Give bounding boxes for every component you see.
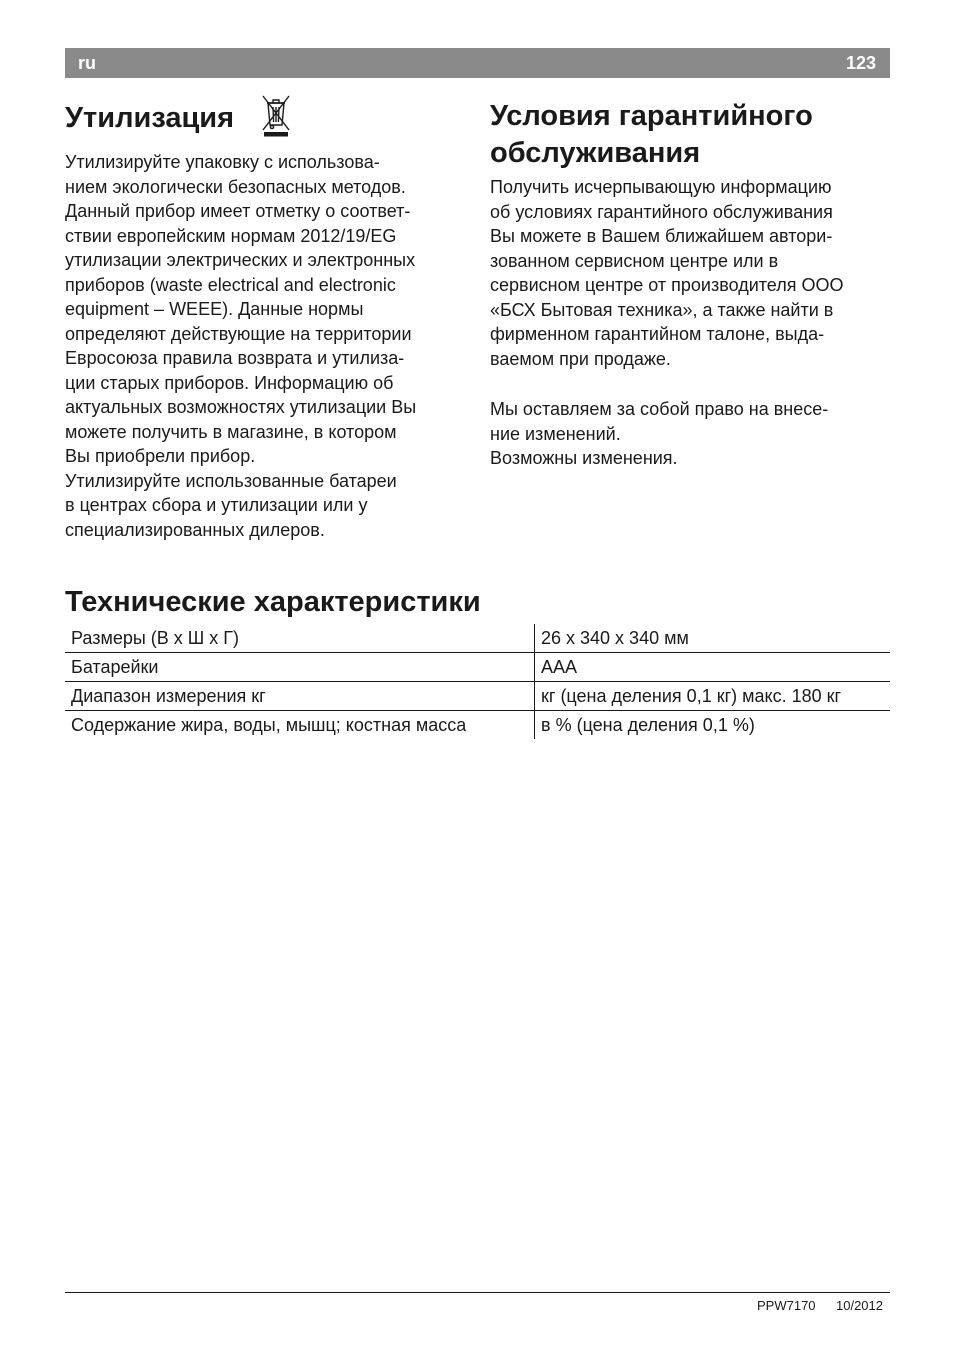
text-line: Мы оставляем за собой право на внесе- xyxy=(490,399,829,419)
disposal-paragraph xyxy=(65,150,465,542)
footer-date: 10/2012 xyxy=(836,1298,883,1313)
footer-divider xyxy=(65,1292,890,1293)
text-line: Евросоюза правила возврата и утилиза- xyxy=(65,348,405,368)
text-line: ние изменений. xyxy=(490,423,621,444)
spec-label: Диапазон измерения кг xyxy=(65,682,535,711)
text-line: фирменном гарантийном талоне, выда- xyxy=(490,324,825,344)
weee-crossed-bin-icon xyxy=(260,93,292,137)
text-line: Данный прибор имеет отметку о соответ- xyxy=(65,201,411,221)
text-line: можете получить в магазине, в котором xyxy=(65,421,397,442)
text-line: в центрах сбора и утилизации или у xyxy=(65,495,368,515)
warranty-title-line: обслуживания xyxy=(490,137,701,169)
page-header-bar xyxy=(65,48,890,78)
spec-label: Содержание жира, воды, мышц; костная масса xyxy=(71,714,467,735)
spec-label: Батарейки xyxy=(65,653,535,682)
text-line: ции старых приборов. Информацию об xyxy=(65,372,394,393)
text-line: актуальных возможностях утилизации Вы xyxy=(65,397,417,417)
text-line: нием экологически безопасных методов. xyxy=(65,176,406,197)
text-line: ствии европейским нормам 2012/19/EG xyxy=(65,225,397,246)
warranty-title-line: Условия гарантийного xyxy=(490,100,813,132)
text-line: Утилизируйте использованные батареи xyxy=(65,470,397,491)
text-line: ваемом при продаже. xyxy=(490,348,671,369)
disposal-title: Утилизация xyxy=(65,102,235,134)
text-line: Вы можете в Вашем ближайшем автори- xyxy=(490,226,833,246)
warranty-paragraph xyxy=(490,175,890,371)
text-line: специализированных дилеров. xyxy=(65,519,325,540)
spec-label: Размеры (В x Ш x Г) xyxy=(65,624,535,653)
table-row xyxy=(65,624,890,653)
text-line: Получить исчерпывающую информацию xyxy=(490,177,832,197)
specs-table xyxy=(65,624,890,739)
text-line: об условиях гарантийного обслуживания xyxy=(490,201,833,222)
text-line: утилизации электрических и электронных xyxy=(65,250,416,270)
text-line: Возможны изменения. xyxy=(490,448,678,468)
text-line: сервисном центре от производителя ООО xyxy=(490,275,844,295)
text-line: «БСХ Бытовая техника», а также найти в xyxy=(490,299,834,320)
text-line: Вы приобрели прибор. xyxy=(65,446,256,466)
changes-notice-paragraph xyxy=(490,397,890,471)
text-line: зованном сервисном центре или в xyxy=(490,250,779,271)
text-line: определяют действующие на территории xyxy=(65,323,412,344)
table-row xyxy=(65,711,890,740)
spec-value: AAA xyxy=(535,653,891,682)
footer-model: PPW7170 xyxy=(757,1298,816,1313)
spec-value: кг (цена деления 0,1 кг) макс. 180 кг xyxy=(535,682,891,711)
warranty-title xyxy=(490,98,890,172)
text-line: Утилизируйте упаковку с использова- xyxy=(65,152,380,172)
text-line: equipment – WEEE). Данные нормы xyxy=(65,299,364,319)
spec-value: 26 x 340 x 340 мм xyxy=(535,624,891,653)
table-row xyxy=(65,653,890,682)
spec-value: в % (цена деления 0,1 %) xyxy=(535,711,891,740)
specs-title: Технические характеристики xyxy=(65,586,481,618)
table-row xyxy=(65,682,890,711)
text-line: приборов (waste electrical and electronic xyxy=(65,274,396,295)
language-code: ru xyxy=(78,53,96,73)
page-number: 123 xyxy=(845,53,876,73)
